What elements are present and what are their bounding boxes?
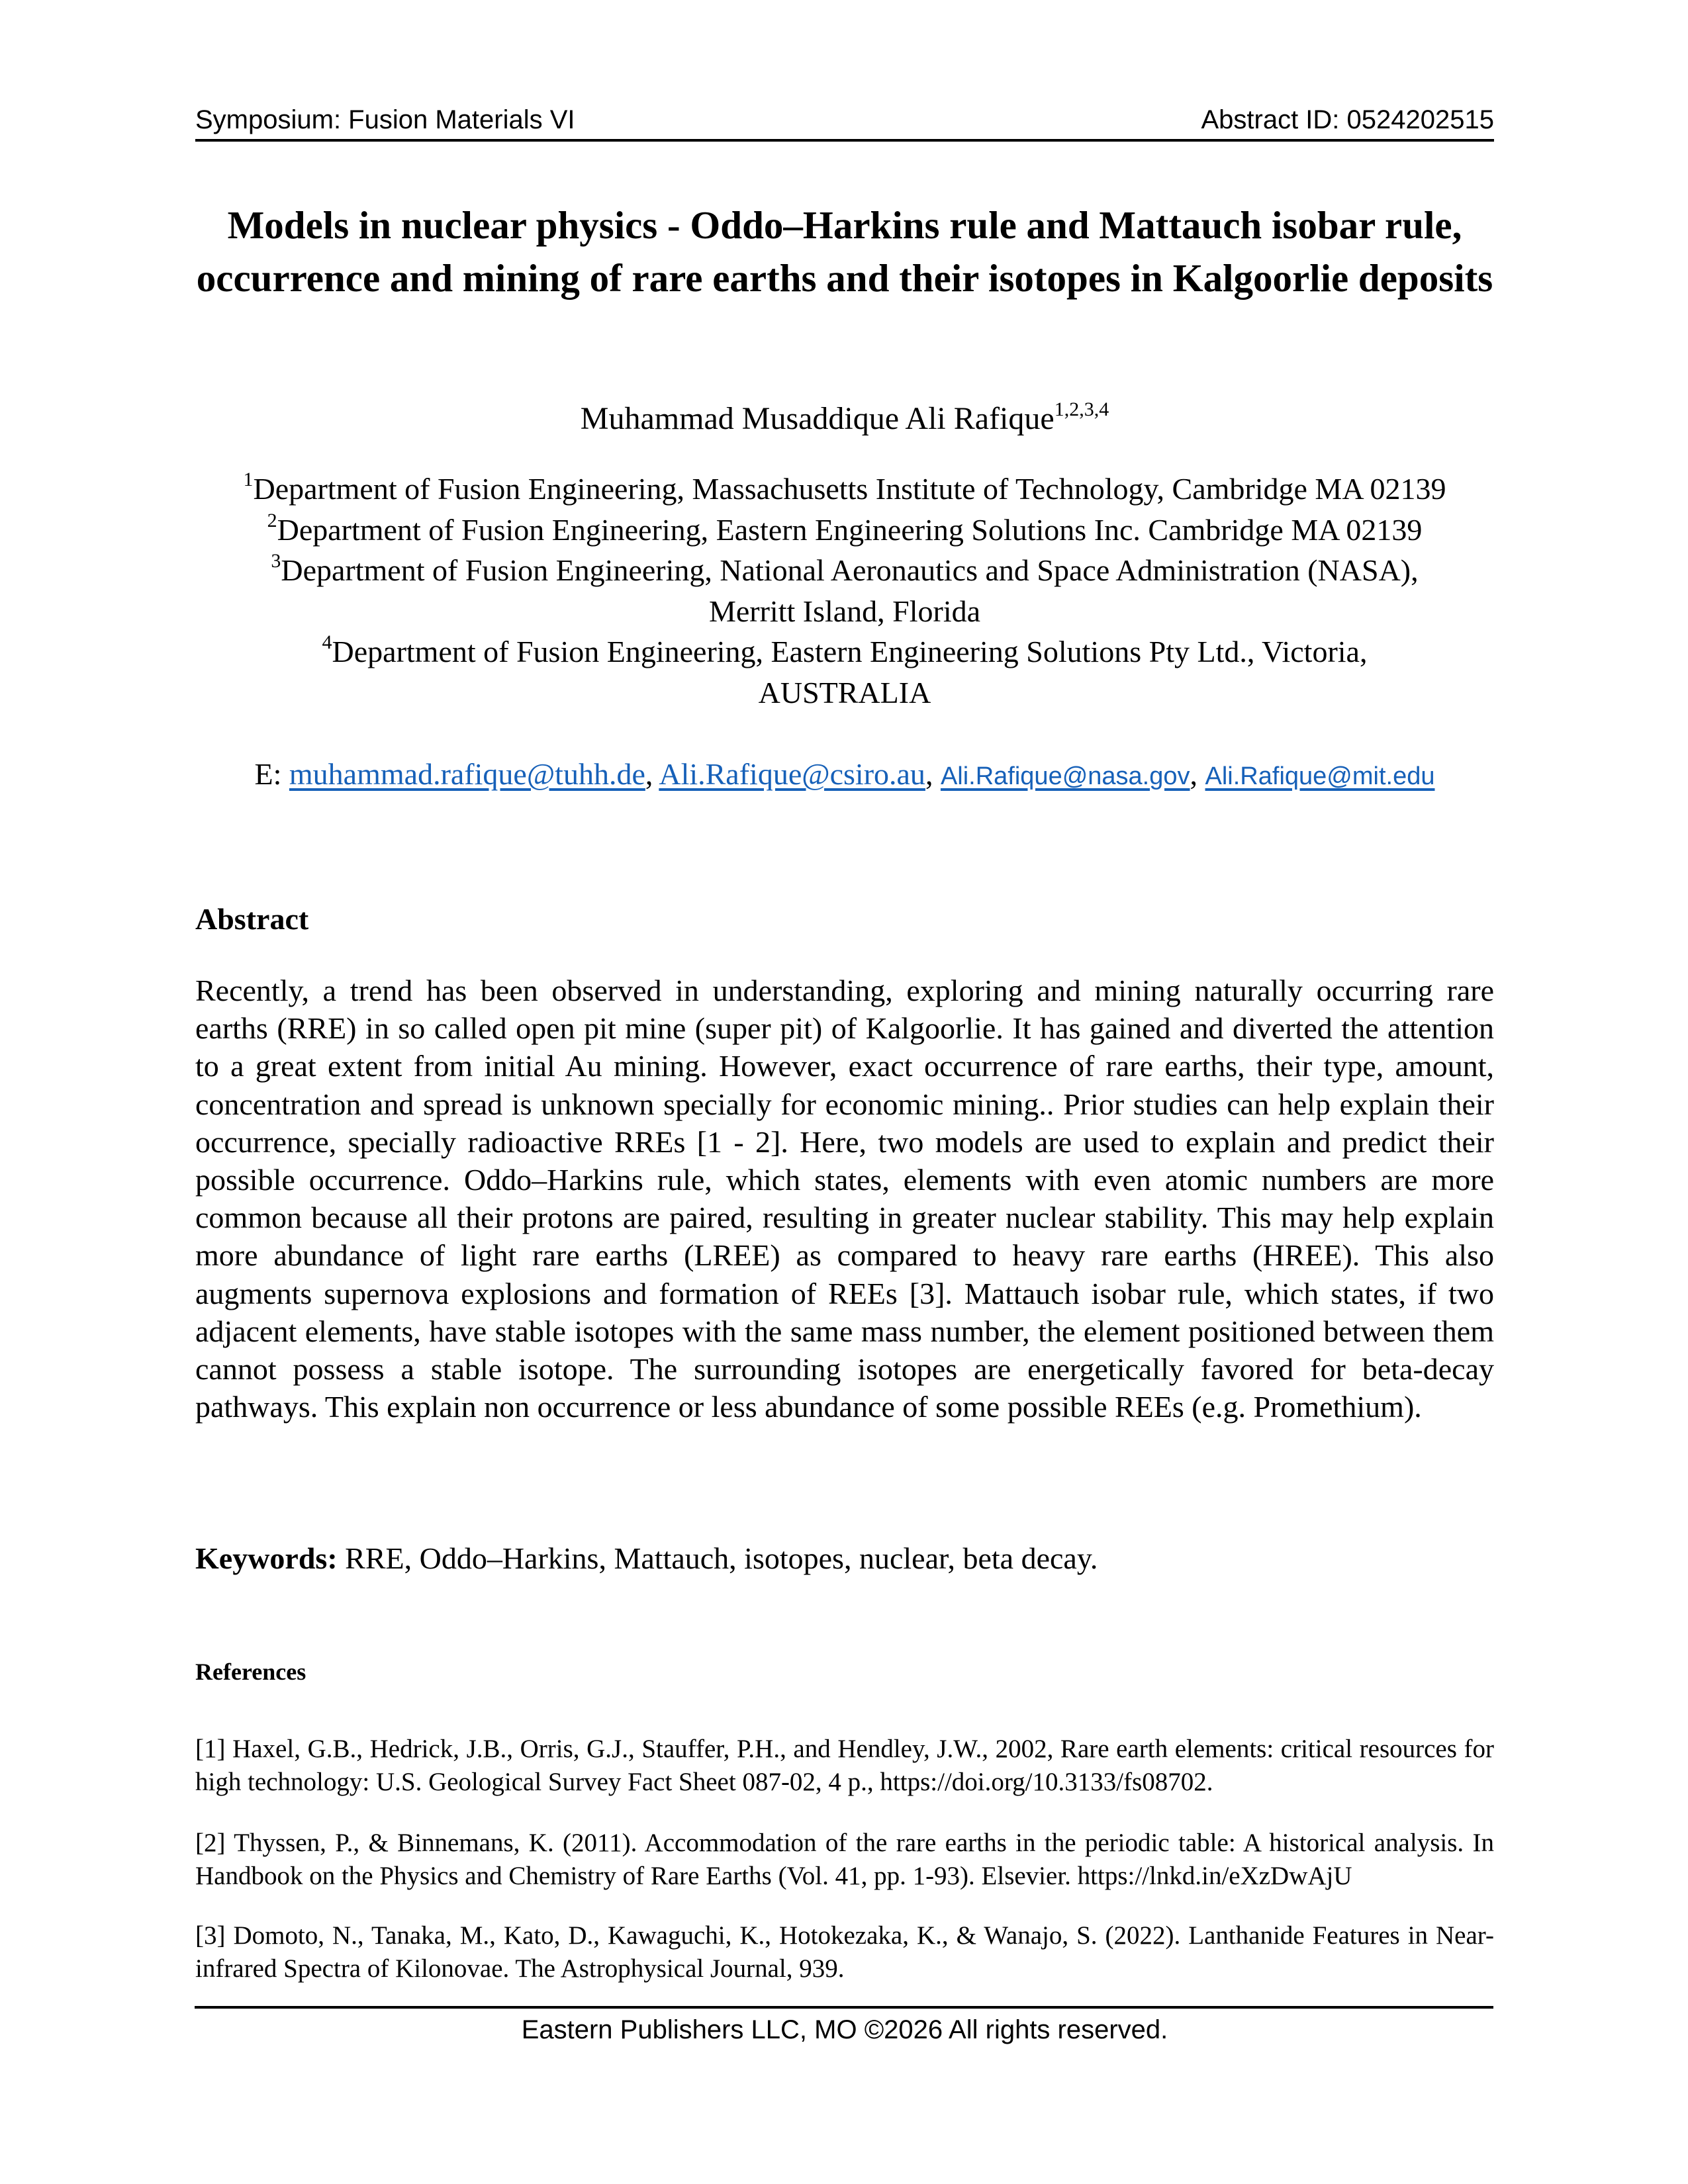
email-separator: , — [645, 757, 653, 791]
paper-title: Models in nuclear physics - Oddo–Harkins rule and Mattauch isobar rule, occurrence and mining of rare earths and their isotopes in Kalgoorlie deposits — [196, 203, 1493, 300]
abstract-body: Recently, a trend has been observed in understanding, exploring and mining naturally occurring rare earths (RRE) in so called open pit mine (super pit) of Kalgoorlie. It has gained and diverted the attention to a great extent from initial Au mining. However, exact occurrence of rare earths, their type, amount, concentration and spread is unknown specially for economic mining.. Prior studies can help explain their occurrence, specially radioactive RREs [1 - 2]. Here, two models are used to explain and predict their possible occurrence. Oddo–Harkins rule, which states, elements with even atomic numbers are more common because all their protons are paired, resulting in greater nuclear stability. This may help explain more abundance of light rare earths (LREE) as compared to heavy rare earths (HREE). This also augments supernova explosions and formation of REEs [3]. Mattauch isobar rule, which states, if two adjacent elements, have stable isotopes with the same mass number, the element positioned between them cannot possess a stable isotope. The surrounding isotopes are energetically favored for beta-decay pathways. This explain non occurrence or less abundance of some possible REEs (e.g. Promethium). — [195, 974, 1494, 1424]
affiliation-4 — [195, 631, 1494, 672]
running-header — [195, 99, 1494, 142]
symposium-name: Symposium: Fusion Materials VI — [195, 105, 575, 134]
email-line — [195, 754, 1494, 796]
affiliation-mark: 3 — [271, 550, 281, 572]
email-separator: , — [1190, 757, 1198, 791]
keywords-label: Keywords: — [195, 1541, 338, 1575]
affiliation-text: Department of Fusion Engineering, National Aeronautics and Space Administration (NASA), — [281, 553, 1419, 587]
affiliations — [195, 469, 1494, 713]
affiliation-mark: 1 — [243, 469, 254, 490]
author-name: Muhammad Musaddique Ali Rafique — [580, 401, 1055, 436]
affiliation-text: Department of Fusion Engineering, Eastern Engineering Solutions Pty Ltd., Victoria, — [332, 635, 1368, 668]
affiliation-mark: 4 — [322, 631, 332, 653]
affiliation-1 — [195, 469, 1494, 510]
affiliation-4-continuation: AUSTRALIA — [758, 675, 931, 709]
reference-item: [2] Thyssen, P., & Binnemans, K. (2011). Accommodation of the rare earths in the periodic table: A historical analysis. In Handbook on the Physics and Chemistry of Rare Earths (Vol. 41, pp. 1-93). Elsevier. https://lnkd.in/eXzDwAjU — [195, 1829, 1494, 1890]
affiliation-text: Department of Fusion Engineering, Eastern Engineering Solutions Inc. Cambridge MA 02139 — [277, 512, 1423, 547]
email-link-mit[interactable]: Ali.Rafique@mit.edu — [1205, 762, 1435, 790]
reference-item: [1] Haxel, G.B., Hedrick, J.B., Orris, G.J., Stauffer, P.H., and Hendley, J.W., 2002, Rare earth elements: critical resources for high technology: U.S. Geological Survey Fact Sheet 087-02, 4 p., https://doi.org/10.3133/fs08702. — [195, 1735, 1494, 1796]
author-line — [195, 399, 1494, 439]
keywords-line — [195, 1541, 1494, 1576]
affiliation-text: Department of Fusion Engineering, Massachusetts Institute of Technology, Cambridge MA 02139 — [253, 472, 1446, 506]
abstract-id: Abstract ID: 0524202515 — [1201, 105, 1494, 134]
affiliation-3-continuation: Merritt Island, Florida — [708, 594, 981, 628]
email-separator: , — [925, 757, 933, 791]
affiliation-mark: 2 — [267, 509, 277, 531]
email-link-csiro[interactable]: Ali.Rafique@csiro.au — [659, 757, 925, 791]
footer-copyright: Eastern Publishers LLC, MO ©2026 All rights reserved. — [521, 2015, 1168, 2044]
affiliation-2 — [195, 510, 1494, 551]
reference-item: [3] Domoto, N., Tanaka, M., Kato, D., Kawaguchi, K., Hotokezaka, K., & Wanajo, S. (2022). Lanthanide Features in Near-infrared Spectra of Kilonovae. The Astrophysical Journal, 939. — [195, 1921, 1494, 1983]
email-label: E: — [254, 757, 282, 791]
affiliation-3 — [195, 550, 1494, 591]
abstract-heading: Abstract — [195, 902, 309, 936]
references-heading: References — [195, 1659, 306, 1685]
email-link-nasa[interactable]: Ali.Rafique@nasa.gov — [940, 762, 1190, 790]
author-affiliation-marks: 1,2,3,4 — [1054, 398, 1109, 420]
keywords-text: RRE, Oddo–Harkins, Mattauch, isotopes, nuclear, beta decay. — [337, 1541, 1098, 1575]
footer-divider — [195, 2006, 1493, 2009]
email-link-tuhh[interactable]: muhammad.rafique@tuhh.de — [289, 757, 645, 791]
